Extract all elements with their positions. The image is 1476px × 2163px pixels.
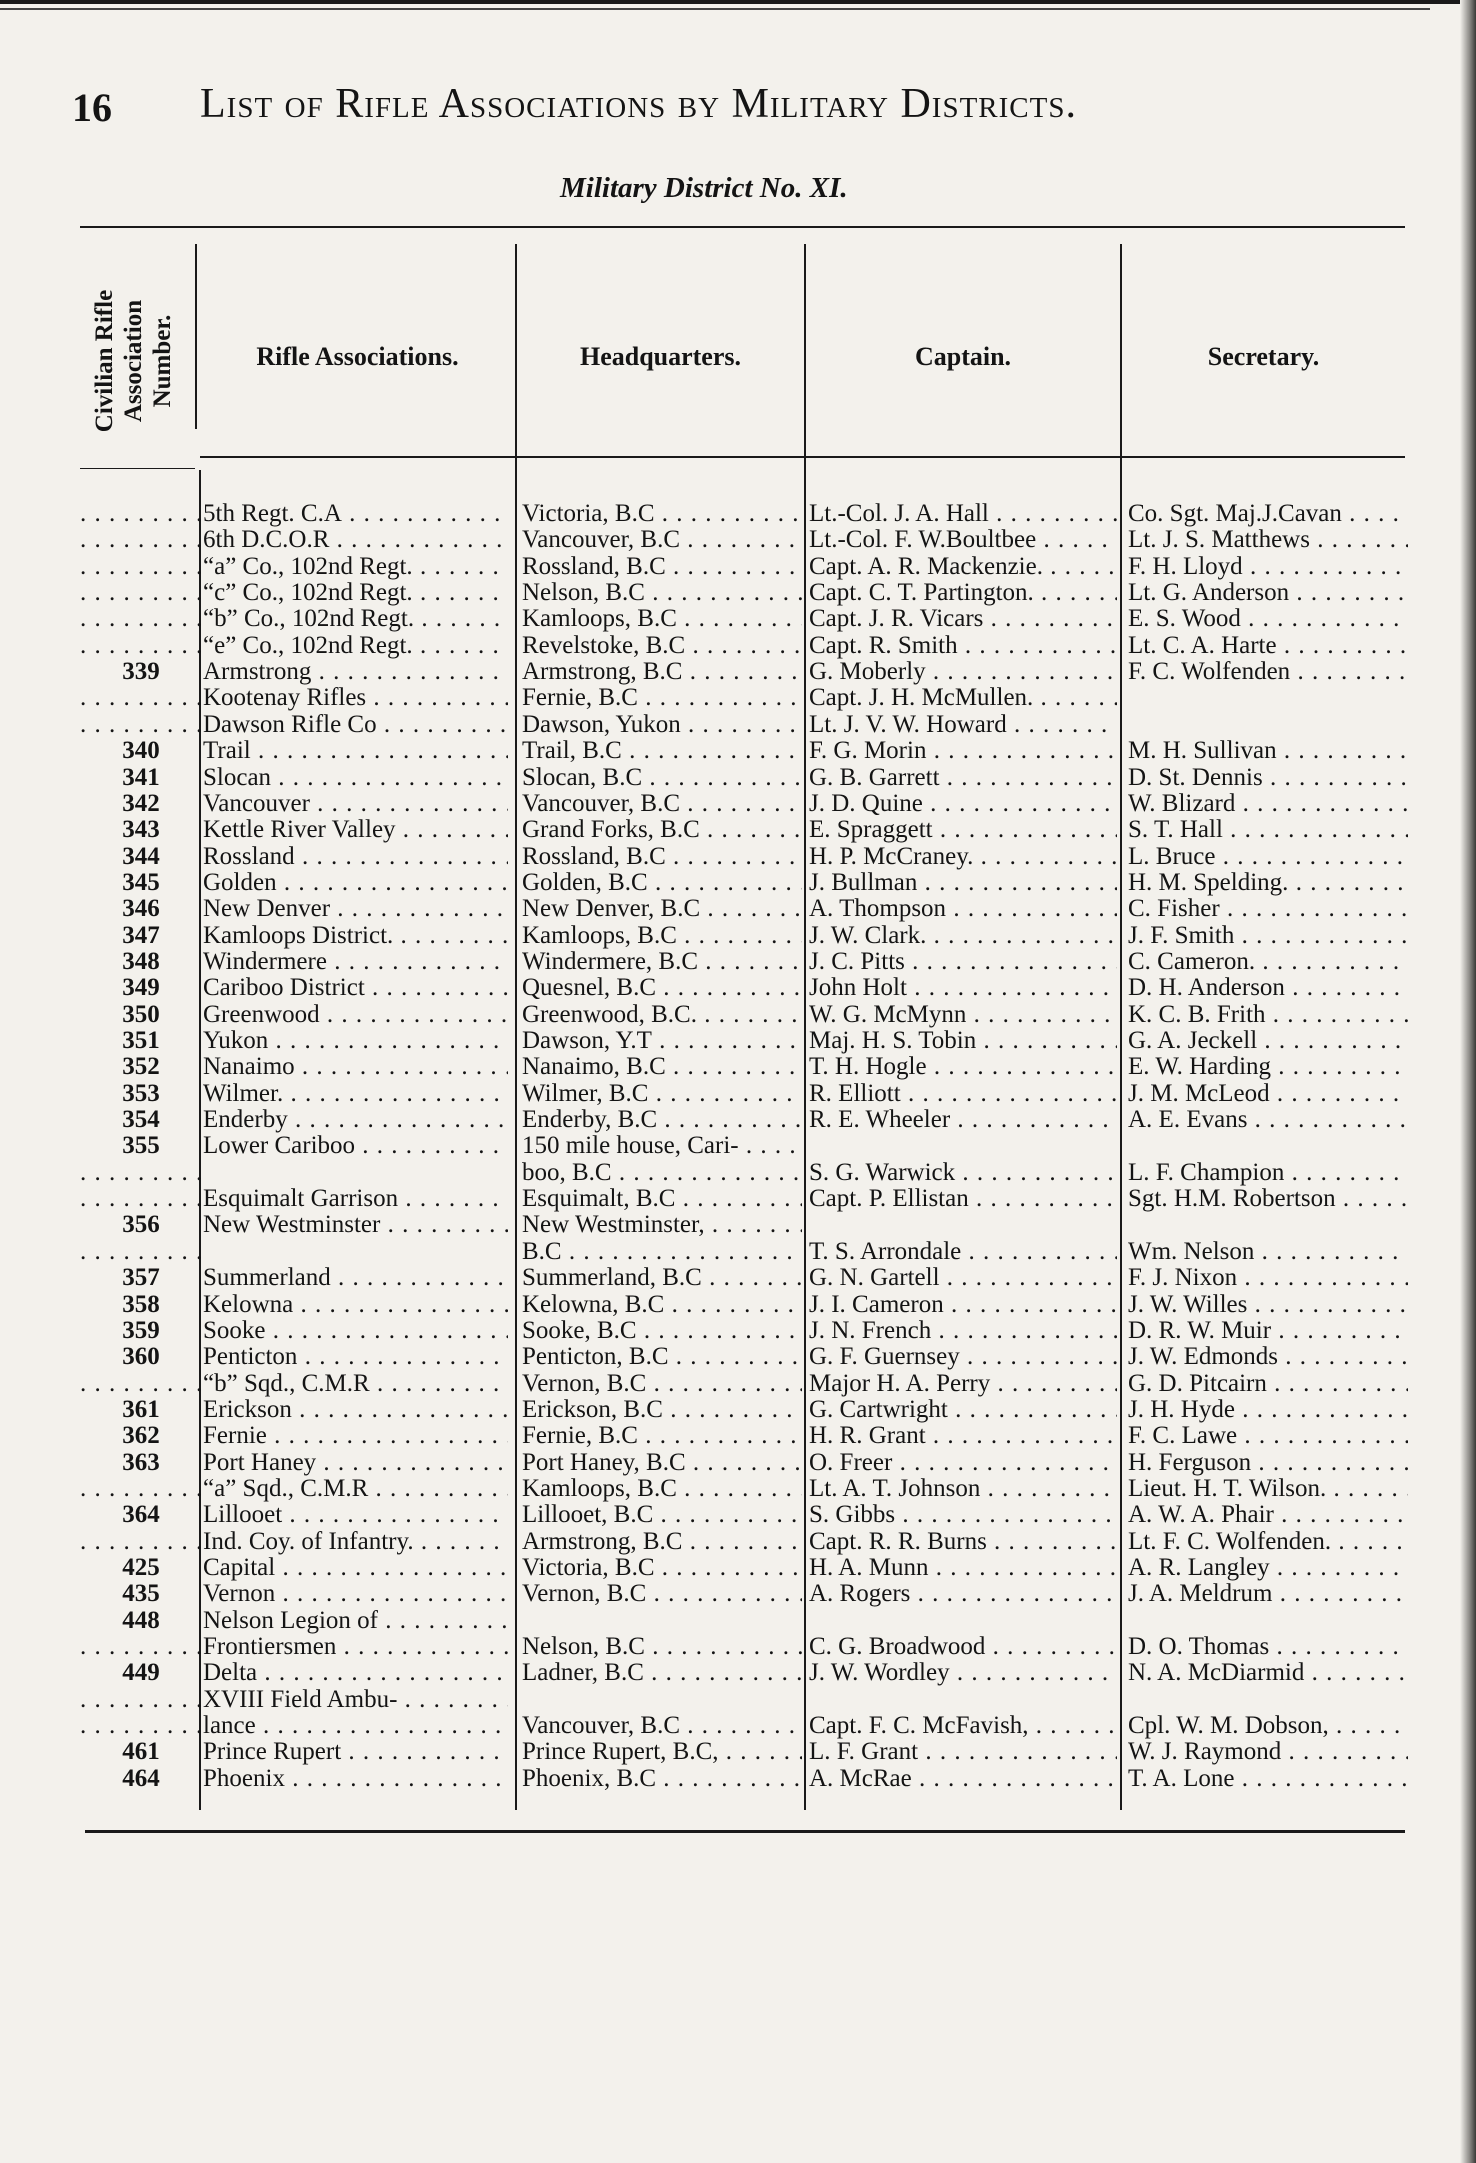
cell-num: 435 xyxy=(122,1580,160,1608)
cell-num: 359 xyxy=(122,1316,160,1344)
cell-num xyxy=(80,1528,202,1555)
cell-sec: Lt. F. C. Wolfenden. . . . xyxy=(1128,1528,1408,1555)
cell-cap: Lt.-Col. F. W.Boultbee . . . xyxy=(809,526,1117,553)
cell-hq: Esquimalt, B.C . . . xyxy=(522,1185,802,1212)
cell-cap: J. D. Quine . . . xyxy=(809,790,1117,817)
cell-sec: C. Fisher . . . xyxy=(1128,895,1408,922)
cell-hq: Dawson, Yukon . . . xyxy=(522,711,802,738)
cell-num xyxy=(80,1633,202,1660)
cell-hq: Enderby, B.C . . . xyxy=(522,1106,802,1133)
cell-cap: E. Spraggett . . . xyxy=(809,816,1117,843)
cell-hq: Grand Forks, B.C . . . xyxy=(522,816,802,843)
cell-sec: Lt. G. Anderson . . . xyxy=(1128,579,1408,606)
cell-sec: K. C. B. Frith . . . xyxy=(1128,1001,1408,1028)
cell-sec: E. W. Harding . . . xyxy=(1128,1053,1408,1080)
cell-cap: J. W. Wordley . . . xyxy=(809,1659,1117,1686)
cell-cap: A. McRae . . . xyxy=(809,1765,1117,1792)
cell-sec: W. J. Raymond . . . xyxy=(1128,1738,1408,1765)
cell-num xyxy=(80,1185,202,1212)
cell-assoc: lance . . . xyxy=(203,1712,508,1739)
cell-hq: Lillooet, B.C . . . xyxy=(522,1501,802,1528)
cell-num: 448 xyxy=(122,1606,160,1634)
header-number-line-3: Number. xyxy=(148,314,176,408)
cell-assoc: Erickson . . . xyxy=(203,1396,508,1423)
cell-sec: J. A. Meldrum . . . xyxy=(1128,1580,1408,1607)
cell-sec: F. C. Wolfenden . . . xyxy=(1128,658,1408,685)
cell-sec: S. T. Hall . . . xyxy=(1128,816,1408,843)
cell-hq: Nanaimo, B.C . . . xyxy=(522,1053,802,1080)
cell-num xyxy=(80,1475,202,1502)
cell-assoc: Penticton . . . xyxy=(203,1343,508,1370)
cell-cap: R. Elliott . . . xyxy=(809,1080,1117,1107)
cell-sec: T. A. Lone . . . xyxy=(1128,1765,1408,1792)
cell-cap: A. Rogers . . . xyxy=(809,1580,1117,1607)
cell-sec: D. St. Dennis . . . xyxy=(1128,764,1408,791)
cell-cap: J. Bullman . . . xyxy=(809,869,1117,896)
cell-sec: J. F. Smith . . . xyxy=(1128,922,1408,949)
cell-hq: Windermere, B.C . . . xyxy=(522,948,802,975)
cell-num: 360 xyxy=(122,1343,160,1371)
cell-sec: J. W. Willes . . . xyxy=(1128,1291,1408,1318)
table-bottom-rule xyxy=(85,1830,1405,1833)
cell-cap: W. G. McMynn . . . xyxy=(809,1001,1117,1028)
cell-num xyxy=(80,684,202,711)
cell-hq: Quesnel, B.C . . . xyxy=(522,974,802,1001)
cell-hq: Rossland, B.C . . . xyxy=(522,843,802,870)
cell-sec: Cpl. W. M. Dobson, . . . xyxy=(1128,1712,1408,1739)
cell-hq: New Denver, B.C . . . xyxy=(522,895,802,922)
cell-num: 348 xyxy=(122,947,160,975)
cell-num: 363 xyxy=(122,1448,160,1476)
cell-sec: Lieut. H. T. Wilson. . . . xyxy=(1128,1475,1408,1502)
cell-hq: Fernie, B.C . . . xyxy=(522,1422,802,1449)
cell-cap: Capt. R. R. Burns . . . xyxy=(809,1528,1117,1555)
cell-num: 356 xyxy=(122,1211,160,1239)
cell-assoc: Windermere . . . xyxy=(203,948,508,975)
cell-hq: Kamloops, B.C . . . xyxy=(522,1475,802,1502)
cell-hq: Victoria, B.C . . . xyxy=(522,500,802,527)
cell-hq: Kamloops, B.C . . . xyxy=(522,605,802,632)
cell-sec: W. Blizard . . . xyxy=(1128,790,1408,817)
cell-hq: Wilmer, B.C . . . xyxy=(522,1080,802,1107)
cell-num: 357 xyxy=(122,1264,160,1292)
book-spine-shadow xyxy=(1460,0,1476,2163)
cell-num: 344 xyxy=(122,842,160,870)
cell-sec: M. H. Sullivan . . . xyxy=(1128,737,1408,764)
cell-cap: G. N. Gartell . . . xyxy=(809,1264,1117,1291)
cell-hq: Revelstoke, B.C . . . xyxy=(522,632,802,659)
cell-assoc: Cariboo District . . . xyxy=(203,974,508,1001)
cell-hq: Greenwood, B.C. . . . xyxy=(522,1001,802,1028)
cell-assoc: Kootenay Rifles . . . xyxy=(203,684,508,711)
cell-cap: A. Thompson . . . xyxy=(809,895,1117,922)
header-headquarters: Headquarters. xyxy=(579,342,742,371)
cell-assoc: 6th D.C.O.R . . . xyxy=(203,526,508,553)
cell-assoc: Ind. Coy. of Infantry. . . . xyxy=(203,1528,508,1555)
cell-num xyxy=(80,711,202,738)
cell-sec: A. W. A. Phair . . . xyxy=(1128,1501,1408,1528)
cell-assoc: Summerland . . . xyxy=(203,1264,508,1291)
cell-num: 449 xyxy=(122,1659,160,1687)
cell-cap: Capt. C. T. Partington. . . . xyxy=(809,579,1117,606)
cell-sec: J. H. Hyde . . . xyxy=(1128,1396,1408,1423)
cell-assoc: “a” Sqd., C.M.R . . . xyxy=(203,1475,508,1502)
page-title: List of Rifle Associations by Military Districts. xyxy=(200,81,1077,127)
header-bottom-rule xyxy=(200,456,1405,458)
cell-num xyxy=(80,500,202,527)
cell-assoc: Trail . . . xyxy=(203,737,508,764)
cell-num: 350 xyxy=(122,1000,160,1028)
cell-sec: G. A. Jeckell . . . xyxy=(1128,1027,1408,1054)
cell-num xyxy=(80,1370,202,1397)
cell-assoc: Nanaimo . . . xyxy=(203,1053,508,1080)
column-divider-2 xyxy=(515,244,517,1810)
cell-num xyxy=(80,553,202,580)
cell-num: 339 xyxy=(122,658,160,686)
cell-num xyxy=(80,605,202,632)
cell-cap: G. Moberly . . . xyxy=(809,658,1117,685)
cell-num: 361 xyxy=(122,1395,160,1423)
cell-sec: G. D. Pitcairn . . . xyxy=(1128,1370,1408,1397)
cell-num: 358 xyxy=(122,1290,160,1318)
cell-assoc: Wilmer. . . . xyxy=(203,1080,508,1107)
cell-sec: F. J. Nixon . . . xyxy=(1128,1264,1408,1291)
cell-hq: Vancouver, B.C . . . xyxy=(522,1712,802,1739)
cell-cap: J. W. Clark. . . . xyxy=(809,922,1117,949)
cell-cap: T. H. Hogle . . . xyxy=(809,1053,1117,1080)
cell-hq: Kelowna, B.C . . . xyxy=(522,1291,802,1318)
cell-sec: Sgt. H.M. Robertson . . . xyxy=(1128,1185,1408,1212)
cell-assoc: Delta . . . xyxy=(203,1659,508,1686)
cell-assoc: “b” Co., 102nd Regt. . . . xyxy=(203,605,508,632)
cell-assoc: 5th Regt. C.A . . . xyxy=(203,500,508,527)
cell-hq: Trail, B.C . . . xyxy=(522,737,802,764)
cell-hq: Armstrong, B.C . . . xyxy=(522,1528,802,1555)
cell-hq: Port Haney, B.C . . . xyxy=(522,1449,802,1476)
cell-num: 342 xyxy=(122,789,160,817)
cell-hq: Nelson, B.C . . . xyxy=(522,579,802,606)
cell-hq: New Westminster, . . . xyxy=(522,1211,802,1238)
cell-hq: Victoria, B.C . . . xyxy=(522,1554,802,1581)
cell-cap: Lt. A. T. Johnson . . . xyxy=(809,1475,1117,1502)
header-number-line-2: Association xyxy=(119,299,147,423)
header-bottom-rule-left xyxy=(80,468,195,469)
cell-cap: F. G. Morin . . . xyxy=(809,737,1117,764)
cell-cap: H. R. Grant . . . xyxy=(809,1422,1117,1449)
cell-sec: Co. Sgt. Maj.J.Cavan . . . xyxy=(1128,500,1408,527)
cell-cap: G. B. Garrett . . . xyxy=(809,764,1117,791)
cell-assoc: “c” Co., 102nd Regt. . . . xyxy=(203,579,508,606)
cell-cap: T. S. Arrondale . . . xyxy=(809,1238,1117,1265)
cell-sec: H. Ferguson . . . xyxy=(1128,1449,1408,1476)
cell-assoc: “a” Co., 102nd Regt. . . . xyxy=(203,553,508,580)
cell-sec: C. Cameron. . . . xyxy=(1128,948,1408,975)
cell-num: 425 xyxy=(122,1554,160,1581)
cell-hq: Vancouver, B.C . . . xyxy=(522,790,802,817)
header-secretary: Secretary. xyxy=(1207,342,1320,371)
cell-num: 351 xyxy=(122,1027,160,1054)
cell-assoc: New Westminster . . . xyxy=(203,1211,508,1238)
cell-assoc: Esquimalt Garrison . . . xyxy=(203,1185,508,1212)
district-heading: Military District No. XI. xyxy=(560,172,848,204)
cell-cap: S. G. Warwick . . . xyxy=(809,1159,1117,1186)
cell-hq: Rossland, B.C . . . xyxy=(522,553,802,580)
cell-num: 354 xyxy=(122,1106,160,1134)
cell-num: 341 xyxy=(122,763,160,791)
cell-num xyxy=(80,1686,202,1713)
cell-hq: Vernon, B.C . . . xyxy=(522,1370,802,1397)
cell-sec: Lt. C. A. Harte . . . xyxy=(1128,632,1408,659)
cell-sec: J. M. McLeod . . . xyxy=(1128,1080,1408,1107)
cell-assoc: Enderby . . . xyxy=(203,1106,508,1133)
column-divider-3 xyxy=(804,244,806,1810)
cell-hq: Dawson, Y.T . . . xyxy=(522,1027,802,1054)
cell-assoc: Kettle River Valley . . . xyxy=(203,816,508,843)
cell-assoc: New Denver . . . xyxy=(203,895,508,922)
header-divider-1 xyxy=(195,244,197,429)
cell-assoc: Slocan . . . xyxy=(203,764,508,791)
cell-sec: F. C. Lawe . . . xyxy=(1128,1422,1408,1449)
cell-assoc: Fernie . . . xyxy=(203,1422,508,1449)
cell-assoc: XVIII Field Ambu- . . . xyxy=(203,1686,508,1713)
cell-num: 355 xyxy=(122,1132,160,1160)
cell-hq: Erickson, B.C . . . xyxy=(522,1396,802,1423)
cell-assoc: Yukon . . . xyxy=(203,1027,508,1054)
cell-sec: F. H. Lloyd . . . xyxy=(1128,553,1408,580)
cell-cap: J. C. Pitts . . . xyxy=(809,948,1117,975)
cell-hq: Summerland, B.C . . . xyxy=(522,1264,802,1291)
cell-cap: H. P. McCraney. . . . xyxy=(809,843,1117,870)
cell-assoc: Golden . . . xyxy=(203,869,508,896)
cell-sec: J. W. Edmonds . . . xyxy=(1128,1343,1408,1370)
header-rifle-associations: Rifle Associations. xyxy=(256,342,459,371)
cell-sec: N. A. McDiarmid . . . xyxy=(1128,1659,1408,1686)
cell-cap: Major H. A. Perry . . . xyxy=(809,1370,1117,1397)
cell-cap: Capt. F. C. McFavish, . . . xyxy=(809,1712,1117,1739)
top-border-rule xyxy=(0,0,1476,4)
cell-cap: H. A. Munn . . . xyxy=(809,1554,1117,1581)
cell-cap: Capt. J. R. Vicars . . . xyxy=(809,605,1117,632)
cell-cap: C. G. Broadwood . . . xyxy=(809,1633,1117,1660)
cell-num xyxy=(80,1159,202,1186)
cell-num: 340 xyxy=(122,737,160,765)
cell-assoc: Lower Cariboo . . . xyxy=(203,1132,508,1159)
cell-cap: R. E. Wheeler . . . xyxy=(809,1106,1117,1133)
cell-assoc: Armstrong . . . xyxy=(203,658,508,685)
cell-sec: L. Bruce . . . xyxy=(1128,843,1408,870)
cell-sec: E. S. Wood . . . xyxy=(1128,605,1408,632)
cell-assoc: “b” Sqd., C.M.R . . . xyxy=(203,1370,508,1397)
cell-sec: A. E. Evans . . . xyxy=(1128,1106,1408,1133)
cell-num: 347 xyxy=(122,921,160,949)
page-number: 16 xyxy=(72,85,112,130)
cell-hq: boo, B.C . . . xyxy=(522,1159,802,1186)
cell-hq: Armstrong, B.C . . . xyxy=(522,658,802,685)
cell-num: 461 xyxy=(122,1738,160,1766)
cell-cap: Capt. A. R. Mackenzie. . . . xyxy=(809,553,1117,580)
cell-assoc: “e” Co., 102nd Regt. . . . xyxy=(203,632,508,659)
cell-assoc: Capital . . . xyxy=(203,1554,508,1581)
cell-assoc: Lillooet . . . xyxy=(203,1501,508,1528)
cell-num xyxy=(80,1238,202,1265)
cell-assoc: Dawson Rifle Co . . . xyxy=(203,711,508,738)
cell-assoc: Prince Rupert . . . xyxy=(203,1738,508,1765)
cell-num: 352 xyxy=(122,1053,160,1081)
header-captain: Captain. xyxy=(914,342,1012,371)
cell-sec: Wm. Nelson . . . xyxy=(1128,1238,1408,1265)
cell-hq: Penticton, B.C . . . xyxy=(522,1343,802,1370)
column-divider-4 xyxy=(1120,244,1122,1810)
cell-assoc: Rossland . . . xyxy=(203,843,508,870)
cell-hq: Sooke, B.C . . . xyxy=(522,1317,802,1344)
cell-assoc: Kamloops District. . . . xyxy=(203,922,508,949)
cell-num: 464 xyxy=(122,1764,160,1792)
table-top-rule xyxy=(80,226,1405,228)
cell-hq: 150 mile house, Cari- . . . xyxy=(522,1132,802,1159)
cell-num: 343 xyxy=(122,816,160,844)
cell-hq: Vernon, B.C . . . xyxy=(522,1580,802,1607)
cell-num: 349 xyxy=(122,974,160,1002)
cell-hq: Phoenix, B.C . . . xyxy=(522,1765,802,1792)
cell-cap: Capt. R. Smith . . . xyxy=(809,632,1117,659)
cell-hq: Vancouver, B.C . . . xyxy=(522,526,802,553)
cell-cap: S. Gibbs . . . xyxy=(809,1501,1117,1528)
cell-num: 353 xyxy=(122,1079,160,1107)
cell-hq: Fernie, B.C . . . xyxy=(522,684,802,711)
cell-assoc: Greenwood . . . xyxy=(203,1001,508,1028)
cell-assoc: Vancouver . . . xyxy=(203,790,508,817)
cell-cap: L. F. Grant . . . xyxy=(809,1738,1117,1765)
cell-cap: Capt. J. H. McMullen. . . . xyxy=(809,684,1117,711)
cell-assoc: Nelson Legion of . . . xyxy=(203,1607,508,1634)
cell-num: 364 xyxy=(122,1501,160,1529)
cell-hq: Nelson, B.C . . . xyxy=(522,1633,802,1660)
cell-sec: D. O. Thomas . . . xyxy=(1128,1633,1408,1660)
cell-cap: Maj. H. S. Tobin . . . xyxy=(809,1027,1117,1054)
cell-sec: Lt. J. S. Matthews . . . xyxy=(1128,526,1408,553)
cell-hq: Kamloops, B.C . . . xyxy=(522,922,802,949)
cell-cap: John Holt . . . xyxy=(809,974,1117,1001)
cell-cap: G. Cartwright . . . xyxy=(809,1396,1117,1423)
header-association-number xyxy=(78,256,188,466)
cell-hq: Golden, B.C . . . xyxy=(522,869,802,896)
cell-assoc: Phoenix . . . xyxy=(203,1765,508,1792)
cell-num xyxy=(80,1712,202,1739)
cell-hq: Ladner, B.C . . . xyxy=(522,1659,802,1686)
cell-num: 346 xyxy=(122,895,160,923)
cell-cap: G. F. Guernsey . . . xyxy=(809,1343,1117,1370)
cell-sec: D. R. W. Muir . . . xyxy=(1128,1317,1408,1344)
cell-sec: L. F. Champion . . . xyxy=(1128,1159,1408,1186)
cell-assoc: Frontiersmen . . . xyxy=(203,1633,508,1660)
cell-cap: J. N. French . . . xyxy=(809,1317,1117,1344)
cell-cap: J. I. Cameron . . . xyxy=(809,1291,1117,1318)
cell-assoc: Kelowna . . . xyxy=(203,1291,508,1318)
cell-sec: H. M. Spelding. . . . xyxy=(1128,869,1408,896)
cell-sec: D. H. Anderson . . . xyxy=(1128,974,1408,1001)
cell-sec: A. R. Langley . . . xyxy=(1128,1554,1408,1581)
top-border-rule-thin xyxy=(0,8,1430,10)
cell-num: 362 xyxy=(122,1422,160,1450)
header-number-line-1: Civilian Rifle xyxy=(90,289,118,433)
cell-assoc: Sooke . . . xyxy=(203,1317,508,1344)
cell-assoc: Port Haney . . . xyxy=(203,1449,508,1476)
cell-num xyxy=(80,526,202,553)
cell-cap: Lt.-Col. J. A. Hall . . . xyxy=(809,500,1117,527)
cell-cap: O. Freer . . . xyxy=(809,1449,1117,1476)
cell-hq: B.C . . . xyxy=(522,1238,802,1265)
cell-num xyxy=(80,579,202,606)
cell-num: 345 xyxy=(122,868,160,896)
cell-cap: Lt. J. V. W. Howard . . . xyxy=(809,711,1117,738)
cell-hq: Slocan, B.C . . . xyxy=(522,764,802,791)
cell-cap: Capt. P. Ellistan . . . xyxy=(809,1185,1117,1212)
cell-hq: Prince Rupert, B.C, . . . xyxy=(522,1738,802,1765)
cell-assoc: Vernon . . . xyxy=(203,1580,508,1607)
cell-num xyxy=(80,632,202,659)
